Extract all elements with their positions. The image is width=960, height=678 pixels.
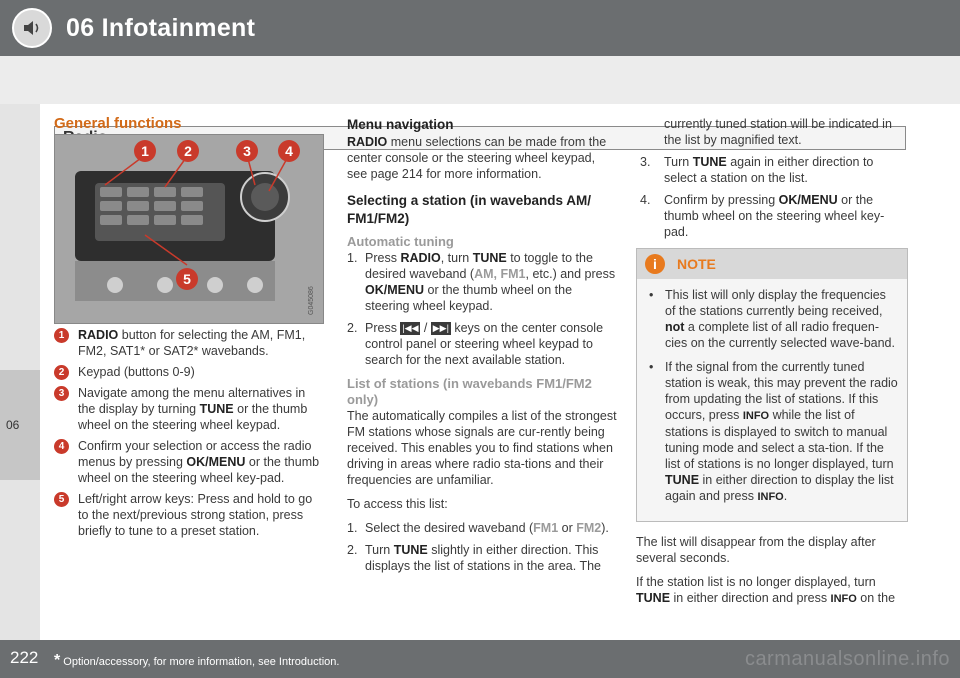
key-name: RADIO xyxy=(78,328,119,342)
column-2 xyxy=(347,116,617,574)
display-text: AM, FM1 xyxy=(474,267,526,281)
item-text: Confirm your selection or access the radio menus by pressing xyxy=(78,439,312,469)
text: Turn xyxy=(664,155,693,169)
center-console-photo xyxy=(54,134,324,324)
text: , turn xyxy=(440,251,473,265)
text: menu selections can be made from the center console or the steering wheel keypad, see page 214 for more information. xyxy=(347,135,607,181)
key-name: RADIO xyxy=(347,135,388,149)
text: or the thumb wheel on the steering wheel keypad. xyxy=(365,283,573,313)
watermark: carmanualsonline.info xyxy=(744,648,950,670)
page-number: 222 xyxy=(10,648,39,667)
callout-3: 3 xyxy=(243,143,251,159)
text: , etc.) and press xyxy=(525,267,616,281)
text: slightly in either direction. This displays the list of stations in the area. The xyxy=(365,543,602,573)
bullet-dot: • xyxy=(649,360,654,374)
info-button-icon: INFO xyxy=(830,593,857,605)
text: again in either direction to select a station on the list. xyxy=(664,155,874,185)
item-text: or the thumb wheel on the steering wheel keypad. xyxy=(78,402,308,432)
heading-general-functions: General functions xyxy=(54,115,182,132)
text: a complete list of all radio frequen-cies on the currently selected wave-band. xyxy=(665,320,895,350)
text: or xyxy=(558,521,577,535)
item-text: Keypad (buttons 0-9) xyxy=(78,365,195,379)
note-bullet xyxy=(645,359,899,505)
key-name: TUNE xyxy=(199,402,234,416)
paragraph: The automatically compiles a list of the strongest FM stations whose signals are cur-rently being received. This enables you to find stations when driving in areas where radio sta-tions and their frequencies are unfamiliar. xyxy=(347,409,617,487)
step-number: 2. xyxy=(347,321,358,335)
text: in either direction and press xyxy=(670,591,831,605)
text: or the thumb wheel on the steering wheel key-pad. xyxy=(664,193,885,239)
step-number: 2. xyxy=(347,543,358,557)
seek-forward-icon: ▶▶| xyxy=(432,323,449,334)
display-text: FM1 xyxy=(533,521,559,535)
note-title: NOTE xyxy=(677,256,716,272)
text: Turn xyxy=(365,543,394,557)
display-text: FM2 xyxy=(576,521,602,535)
callout-4: 4 xyxy=(285,143,293,159)
text: on the xyxy=(856,591,896,605)
text: to toggle to the desired waveband ( xyxy=(365,251,593,281)
step-4 xyxy=(636,192,908,240)
info-button-icon: INFO xyxy=(742,410,770,422)
emphasis: not xyxy=(665,320,685,334)
item-text: button for selecting the AM, FM1, FM2, SAT1* or SAT2* wavebands. xyxy=(78,328,306,358)
heading-menu-navigation: Menu navigation xyxy=(347,117,454,132)
text: ). xyxy=(601,521,609,535)
heading-list-of-stations: List of stations (in wavebands FM1/FM2 only) xyxy=(347,376,592,407)
step-number: 1. xyxy=(347,251,358,265)
callout-number: 2 xyxy=(54,365,69,380)
heading-selecting-station: Selecting a station (in wavebands AM/ FM1/FM2) xyxy=(347,193,592,226)
key-name: TUNE xyxy=(472,251,507,265)
key-name: OK/MENU xyxy=(365,283,425,297)
callout-list xyxy=(54,327,324,544)
callout-number: 5 xyxy=(54,492,69,507)
footer-bar xyxy=(0,640,960,678)
info-button-icon: INFO xyxy=(757,491,784,503)
text: If the station list is no longer displayed, turn xyxy=(636,575,876,589)
image-code: G045086 xyxy=(308,286,315,315)
key-name: TUNE xyxy=(692,155,727,169)
key-name: RADIO xyxy=(400,251,441,265)
info-icon: i xyxy=(645,254,665,274)
section-bar xyxy=(0,56,960,104)
note-box xyxy=(636,248,908,522)
list-step-2 xyxy=(347,542,617,574)
key-name: OK/MENU xyxy=(186,455,246,469)
note-header xyxy=(637,249,907,279)
text: Select the desired waveband ( xyxy=(365,521,534,535)
text: Press xyxy=(365,251,401,265)
text: in either direction to display the list again and press xyxy=(665,473,894,503)
text: This list will only display the frequencies of the stations currently being received, xyxy=(665,288,886,318)
paragraph: To access this list: xyxy=(347,497,448,511)
item-text: or the thumb wheel on the steering wheel key-pad. xyxy=(78,455,320,485)
column-3-bottom xyxy=(636,534,908,607)
footnote-text: Option/accessory, for more information, see Introduction. xyxy=(63,656,340,668)
text: Press xyxy=(365,321,401,335)
paragraph: currently tuned station will be indicated in the list by magnified text. xyxy=(664,117,892,147)
speaker-icon xyxy=(12,8,52,48)
callout-5: 5 xyxy=(183,271,191,287)
key-name: TUNE xyxy=(665,473,700,487)
step-number: 3. xyxy=(640,155,651,169)
callout-number: 4 xyxy=(54,439,69,454)
text: keys on the center console control panel or steering wheel keypad to search for the next available station. xyxy=(365,321,604,367)
paragraph: The list will disappear from the display after several seconds. xyxy=(636,535,876,565)
step-2 xyxy=(347,320,617,368)
footnote-star: * xyxy=(54,652,61,669)
note-bullet xyxy=(645,287,899,351)
chapter-header-bar xyxy=(0,0,960,56)
callout-2: 2 xyxy=(184,143,192,159)
chapter-tab-label: 06 xyxy=(6,418,20,432)
list-step-1 xyxy=(347,520,617,536)
paragraph xyxy=(347,134,617,182)
chapter-title: 06 Infotainment xyxy=(66,14,256,42)
heading-automatic-tuning: Automatic tuning xyxy=(347,234,454,249)
text: . xyxy=(783,489,788,503)
list-item xyxy=(54,327,324,359)
text: If the signal from the currently tuned station is weak, this may prevent the radio from updating the list of stations. If this occurs, press xyxy=(665,360,898,422)
paragraph xyxy=(636,574,908,607)
column-3 xyxy=(636,116,908,240)
text: / xyxy=(420,321,431,335)
bullet-dot: • xyxy=(649,288,654,302)
item-text: Left/right arrow keys: Press and hold to go to the next/previous strong station, press briefly to tune to a preset station. xyxy=(78,492,313,538)
step-3 xyxy=(636,154,908,186)
text: Confirm by pressing xyxy=(664,193,779,207)
note-content xyxy=(645,287,899,513)
key-name: TUNE xyxy=(636,591,671,605)
callout-number: 1 xyxy=(54,328,69,343)
item-text: Navigate among the menu alternatives in the display by turning xyxy=(78,386,306,416)
text: while the list of stations is displayed to switch to manual tuning mode and select a sta-tion. If the list of stations is no longer displayed, turn xyxy=(665,408,894,471)
key-name: OK/MENU xyxy=(778,193,838,207)
seek-back-icon: |◀◀ xyxy=(402,323,419,334)
callout-number: 3 xyxy=(54,386,69,401)
console-illustration xyxy=(55,135,323,323)
list-item xyxy=(54,491,324,539)
list-item xyxy=(54,438,324,486)
key-name: TUNE xyxy=(393,543,428,557)
list-item xyxy=(54,364,324,380)
step-number: 1. xyxy=(347,521,358,535)
step-1 xyxy=(347,250,617,314)
list-item xyxy=(54,385,324,433)
footnote xyxy=(54,652,339,670)
column-1 xyxy=(54,116,324,132)
step-number: 4. xyxy=(640,193,651,207)
callout-1: 1 xyxy=(141,143,149,159)
